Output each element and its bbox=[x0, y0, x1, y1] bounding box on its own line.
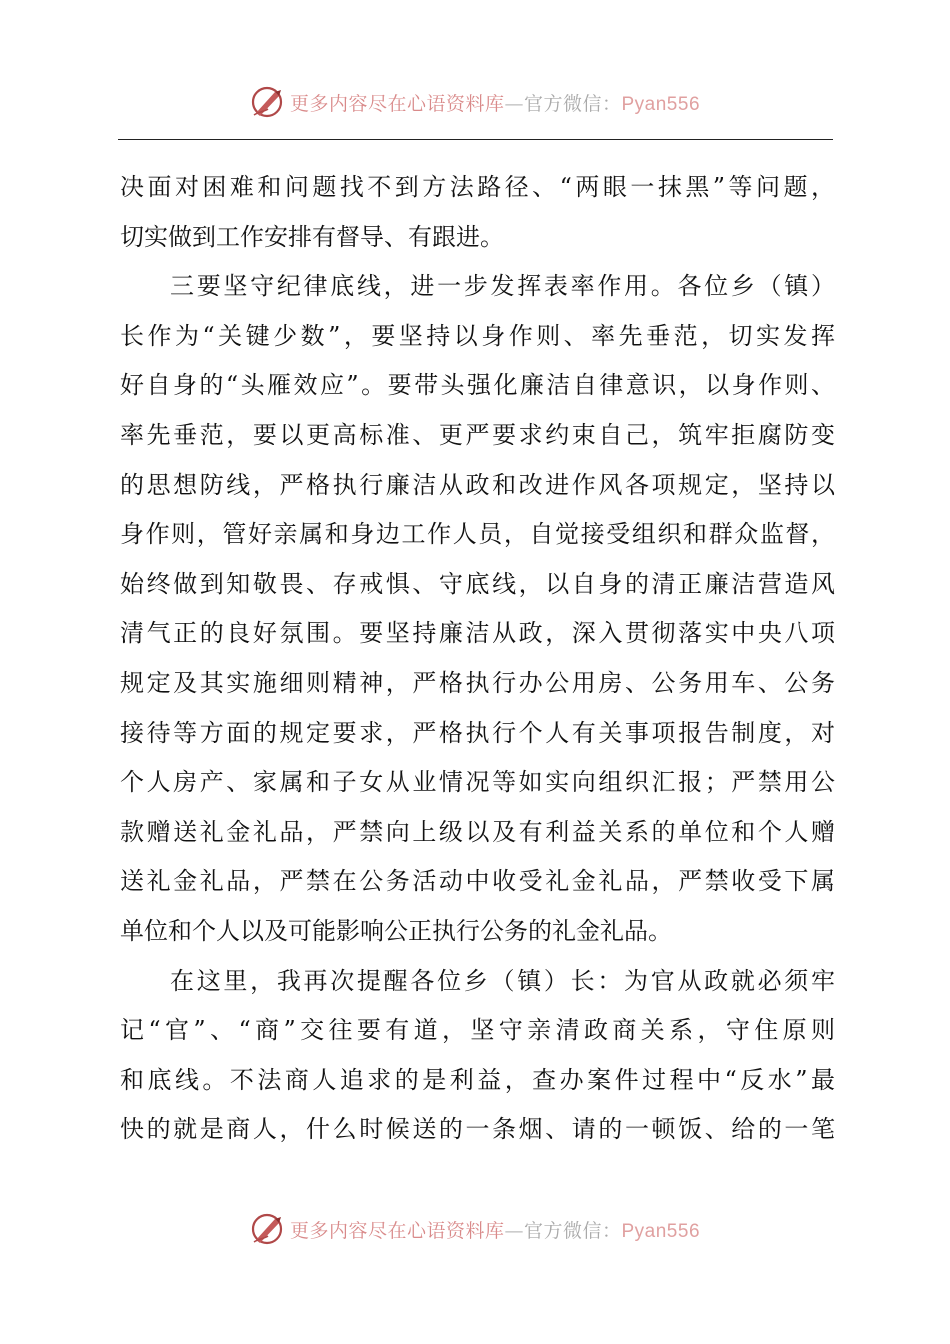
text-line: 的思想防线，严格执行廉洁从政和改进作风各项规定，坚持以 bbox=[120, 470, 835, 499]
text-line: 快的就是商人，什么时候送的一条烟、请的一顿饭、给的一笔 bbox=[120, 1115, 835, 1144]
text-line: 送礼金礼品，严禁在公务活动中收受礼金礼品，严禁收受下属 bbox=[120, 867, 835, 896]
paragraph-start-line: 三要坚守纪律底线，进一步发挥表率作用。各位乡（镇） bbox=[170, 272, 835, 301]
text-line: 和底线。不法商人追求的是利益，查办案件过程中“反水”最 bbox=[120, 1065, 835, 1094]
paragraph-start-line: 在这里，我再次提醒各位乡（镇）长：为官从政就必须牢 bbox=[170, 966, 835, 995]
header-divider bbox=[118, 139, 833, 140]
text-line: 记“官”、“商”交往要有道，坚守亲清政商关系，守住原则 bbox=[120, 1016, 835, 1045]
footer-banner bbox=[0, 1209, 950, 1249]
footer-banner-id: Pyan556 bbox=[621, 1220, 701, 1242]
header-banner-main: 更多内容尽在心语资料库 bbox=[289, 92, 505, 115]
header-banner-text bbox=[290, 89, 700, 116]
footer-banner-main: 更多内容尽在心语资料库 bbox=[289, 1219, 505, 1242]
text-line: 个人房产、家属和子女从业情况等如实向组织汇报；严禁用公 bbox=[120, 768, 835, 797]
pen-logo-icon bbox=[250, 85, 284, 119]
text-line: 切实做到工作安排有督导、有跟进。 bbox=[120, 222, 504, 251]
text-line: 接待等方面的规定要求，严格执行个人有关事项报告制度，对 bbox=[120, 718, 835, 747]
pen-logo-icon bbox=[250, 1212, 284, 1246]
text-line: 好自身的“头雁效应”。要带头强化廉洁自律意识，以身作则、 bbox=[120, 371, 835, 400]
header-banner bbox=[0, 82, 950, 122]
text-line: 规定及其实施细则精神，严格执行办公用房、公务用车、公务 bbox=[120, 668, 835, 697]
text-line: 决面对困难和问题找不到方法路径、“两眼一抹黑”等问题， bbox=[120, 173, 835, 201]
text-line: 款赠送礼金礼品，严禁向上级以及有利益关系的单位和个人赠 bbox=[120, 817, 835, 846]
header-banner-separator: — bbox=[504, 92, 524, 115]
footer-banner-text bbox=[290, 1216, 700, 1243]
text-line: 率先垂范，要以更高标准、更严要求约束自己，筑牢拒腐防变 bbox=[120, 420, 835, 449]
header-banner-id: Pyan556 bbox=[621, 93, 701, 115]
text-line: 始终做到知敬畏、存戒惧、守底线，以自身的清正廉洁营造风 bbox=[120, 569, 835, 598]
footer-banner-separator: — bbox=[504, 1219, 524, 1242]
text-line: 单位和个人以及可能影响公正执行公务的礼金礼品。 bbox=[120, 916, 672, 945]
text-line: 长作为“关键少数”，要坚持以身作则、率先垂范，切实发挥 bbox=[120, 321, 835, 350]
footer-banner-wechat: 官方微信： bbox=[523, 1219, 622, 1242]
text-line: 身作则，管好亲属和身边工作人员，自觉接受组织和群众监督， bbox=[120, 520, 835, 549]
header-banner-wechat: 官方微信： bbox=[523, 92, 622, 115]
document-body bbox=[120, 163, 835, 1155]
text-line: 清气正的良好氛围。要坚持廉洁从政，深入贯彻落实中央八项 bbox=[120, 619, 835, 648]
